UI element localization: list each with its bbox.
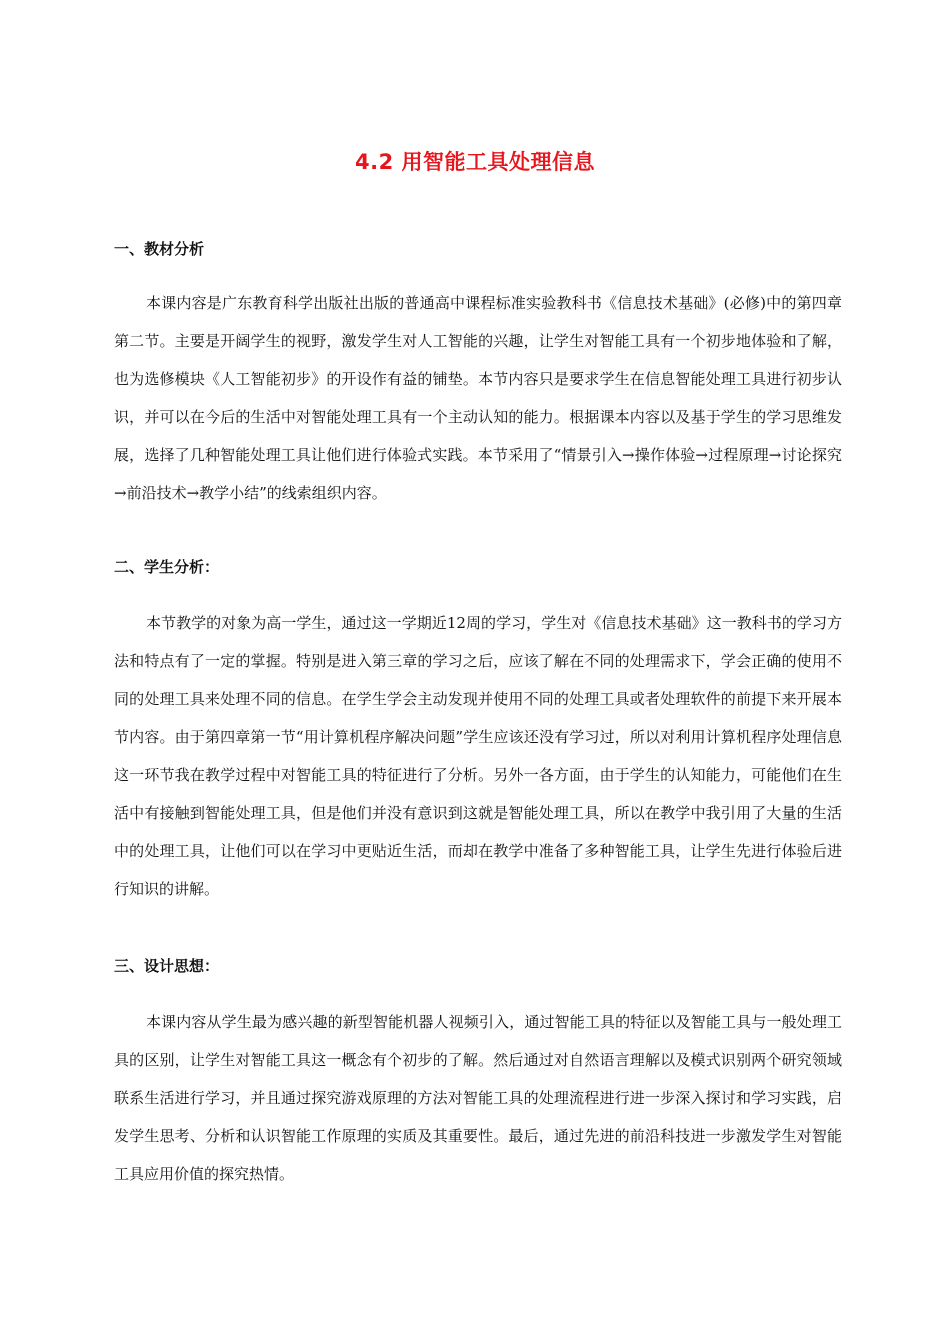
section-paragraph-student-analysis: 本节教学的对象为高一学生，通过这一学期近12周的学习，学生对《信息技术基础》这一教科书的学习方法和特点有了一定的掌握。特别是进入第三章的学习之后，应该了解在不同的处理需求下，学会正确的使用不同的处理工具来处理不同的信息。在学生学会主动发现并使用不同的处理工具或者处理软件的前提下来开展本节内容。由于第四章第一节“用计算机程序解决问题”学生应该还没有学习过，所以对利用计算机程序处理信息这一环节我在教学过程中对智能工具的特征进行了分析。另外一各方面，由于学生的认知能力，可能他们在生活中有接触到智能处理工具，但是他们并没有意识到这就是智能处理工具，所以在教学中我引用了大量的生活中的处理工具，让他们可以在学习中更贴近生活，而却在教学中准备了多种智能工具，让学生先进行体验后进行知识的讲解。 — [114, 614, 842, 898]
section-heading-design-idea: 三、设计思想： — [114, 957, 220, 975]
section-paragraph-textbook-analysis: 本课内容是广东教育科学出版社出版的普通高中课程标准实验教科书《信息技术基础》(必修)中的第四章第二节。主要是开阔学生的视野，激发学生对人工智能的兴趣，让学生对智能工具有一个初步地体验和了解，也为选修模块《人工智能初步》的开设作有益的铺垫。本节内容只是要求学生在信息智能处理工具进行初步认识，并可以在今后的生活中对智能处理工具有一个主动认知的能力。根据课本内容以及基于学生的学习思维发展，选择了几种智能处理工具让他们进行体验式实践。本节采用了“情景引入→操作体验→过程原理→讨论探究→前沿技术→教学小结”的线索组织内容。 — [114, 294, 842, 502]
section-heading-student-analysis: 二、学生分析： — [114, 558, 220, 576]
section-paragraph-design-idea: 本课内容从学生最为感兴趣的新型智能机器人视频引入，通过智能工具的特征以及智能工具与一般处理工具的区别，让学生对智能工具这一概念有个初步的了解。然后通过对自然语言理解以及模式识别两个研究领域联系生活进行学习，并且通过探究游戏原理的方法对智能工具的处理流程进行进一步深入探讨和学习实践，启发学生思考、分析和认识智能工作原理的实质及其重要性。最后，通过先进的前沿科技进一步激发学生对智能工具应用价值的探究热情。 — [114, 1013, 842, 1183]
section-heading-textbook-analysis: 一、教材分析 — [114, 240, 205, 258]
page-title: 4.2 用智能工具处理信息 — [354, 150, 595, 174]
